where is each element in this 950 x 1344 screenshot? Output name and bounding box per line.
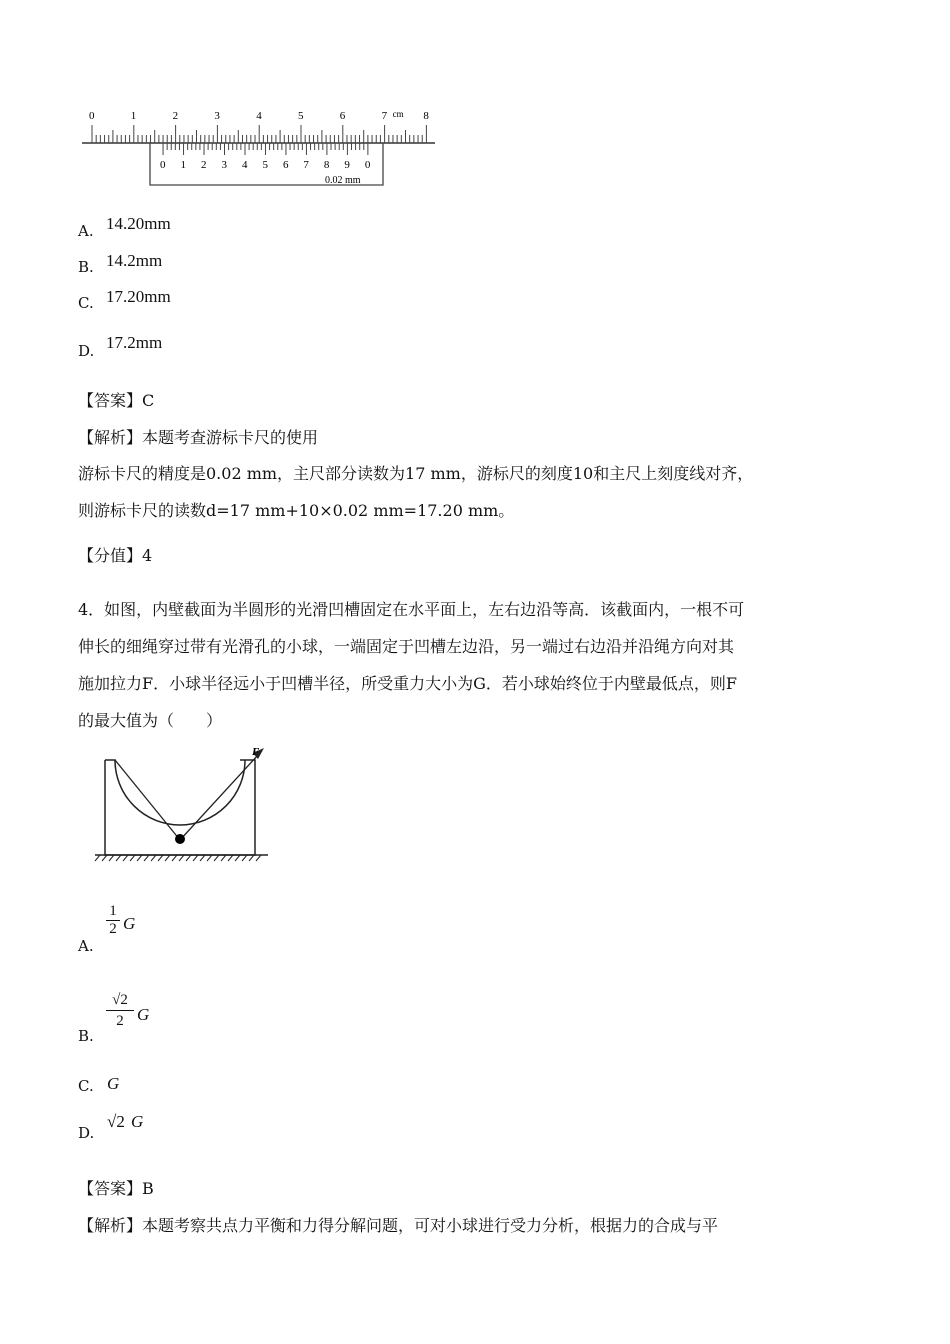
ground-hatch [200,855,205,861]
ground-hatch [235,855,240,861]
var-g: G [131,1112,144,1131]
main-scale-label: 1 [130,110,137,122]
vernier-label: 3 [221,159,228,171]
denominator: 2 [109,921,117,937]
option-b-letter: B. [78,258,94,276]
option-d-letter: D. [78,1124,95,1142]
ground-hatch [249,855,254,861]
ground-hatch [144,855,149,861]
ground-hatch [193,855,198,861]
vernier-label: 9 [344,159,350,171]
option-b-value: 14.2mm [106,251,163,270]
answer: 【答案】B [78,1179,154,1198]
vernier-caliper-figure [80,105,445,190]
force-label: F [252,746,260,758]
numerator: 1 [106,903,120,921]
option-c-letter: C. [78,294,94,312]
ground-hatch [123,855,128,861]
denominator: 2 [116,1013,124,1029]
ground-hatch [109,855,114,861]
vernier-label: 0 [160,159,166,171]
main-scale-label: 6 [339,110,346,122]
main-scale-label: 0 [89,110,95,122]
option-a-value: 14.20mm [106,214,171,233]
answer: 【答案】C [78,391,155,410]
option-c-value: 17.20mm [106,287,171,306]
ground-hatch [221,855,226,861]
main-unit-label: cm [392,109,404,119]
ground-hatch [207,855,212,861]
option-a-letter: A. [78,222,94,240]
ground-hatch [137,855,142,861]
option-a-letter: A. [78,937,94,955]
main-scale-label: 7 [381,110,388,122]
analysis-line: 【解析】本题考察共点力平衡和力得分解问题，可对小球进行受力分析，根据力的合成与平 [78,1216,719,1235]
precision-label: 0.02 mm [325,175,361,186]
vernier-label: 6 [282,159,289,171]
ground-hatch [95,855,100,861]
ground-hatch [151,855,156,861]
fraction-half [106,903,120,938]
ground-hatch [102,855,107,861]
ground-hatch [228,855,233,861]
analysis-title: 【解析】本题考查游标卡尺的使用 [78,428,319,447]
main-scale-label: 2 [172,110,179,122]
var-g: G [137,1005,150,1024]
ground-hatch [214,855,219,861]
question-line: 施加拉力F．小球半径远小于凹槽半径，所受重力大小为G．若小球始终位于内壁最低点，则F [78,674,737,693]
ground-hatch [172,855,177,861]
ground-hatch [116,855,121,861]
vernier-label: 4 [241,159,248,171]
groove-figure [90,745,275,865]
var-g: G [107,1074,120,1093]
fraction-sqrt2-over-2 [106,990,134,1031]
vernier-label: 8 [323,159,330,171]
ground-hatch [186,855,191,861]
score: 【分值】4 [78,546,153,565]
option-d-value: 17.2mm [106,333,163,352]
option-d-letter: D. [78,342,95,360]
ground-hatch [165,855,170,861]
ground-hatch [158,855,163,861]
question-line: 4．如图，内壁截面为半圆形的光滑凹槽固定在水平面上，左右边沿等高．该截面内，一根不可 [78,600,745,619]
var-g: G [123,914,136,933]
numerator: √2 [106,990,134,1011]
main-scale-label: 5 [298,110,304,122]
main-scale-label: 8 [423,110,429,122]
option-b-letter: B. [78,1027,94,1045]
vernier-label: 2 [201,159,207,171]
vernier-label: 7 [303,159,309,171]
question-line: 的最大值为（ ） [78,711,223,730]
main-scale-label: 4 [256,110,262,122]
vernier-label: 1 [180,159,187,171]
ground-hatch [256,855,261,861]
ground-hatch [179,855,184,861]
analysis-line: 游标卡尺的精度是0.02 mm，主尺部分读数为17 mm，游标尺的刻度10和主尺上刻度线对齐， [78,464,754,483]
question-line: 伸长的细绳穿过带有光滑孔的小球，一端固定于凹槽左边沿，另一端过右边沿并沿绳方向对其 [78,637,735,656]
ground-hatch [242,855,247,861]
main-scale-label: 3 [214,110,220,122]
option-c-letter: C. [78,1077,94,1095]
ground-hatch [130,855,135,861]
analysis-line: 则游标卡尺的读数d=17 mm+10×0.02 mm=17.20 mm。 [78,501,515,520]
vernier-label: 0 [364,159,371,171]
sqrt2-coef: √2 [107,1112,125,1131]
vernier-label: 5 [262,159,268,171]
